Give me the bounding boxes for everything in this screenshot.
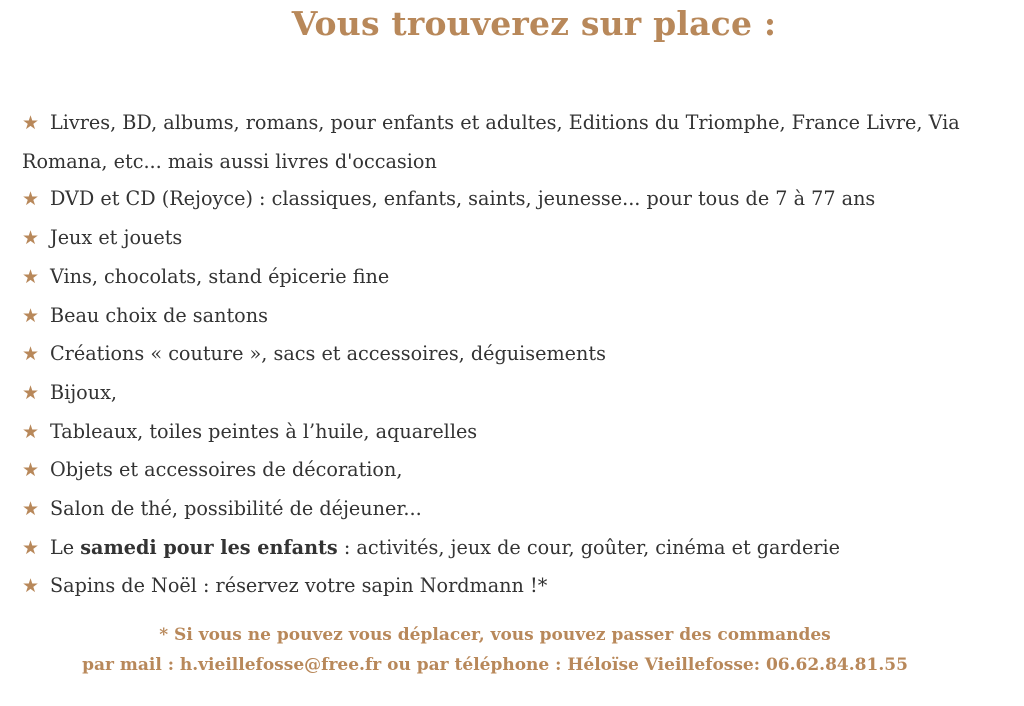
list-item-text: Créations « couture », sacs et accessoires, déguisements [50, 342, 606, 366]
star-icon: ★ [22, 498, 40, 521]
footer-note: * Si vous ne pouvez vous déplacer, vous pouvez passer des commandes [159, 625, 831, 645]
list-item-suffix: : activités, jeux de cour, goûter, cinéma et garderie [337, 535, 840, 559]
list-item-prefix: Le [50, 535, 81, 559]
star-icon: ★ [22, 265, 40, 288]
list-item [22, 104, 1017, 180]
list-item [22, 451, 1017, 490]
offer-list [22, 104, 1017, 606]
star-icon: ★ [22, 459, 40, 482]
list-item [22, 529, 1017, 568]
star-icon: ★ [22, 420, 40, 443]
list-item-text: Objets et accessoires de décoration, [50, 458, 403, 482]
list-item-text: Bijoux, [50, 380, 118, 404]
star-icon: ★ [22, 227, 40, 250]
list-item-text: Vins, chocolats, stand épicerie fine [50, 264, 390, 288]
list-item [22, 413, 1017, 452]
list-item-bold: samedi pour les enfants [80, 535, 338, 559]
list-item-text: Sapins de Noël : réservez votre sapin Nordmann !* [50, 574, 548, 598]
contact-footer [0, 620, 990, 680]
footer-contact: par mail : h.vieillefosse@free.fr ou par téléphone : Héloïse Vieillefosse: 06.62.84.81.55 [82, 655, 908, 675]
list-item-text: Beau choix de santons [50, 303, 268, 327]
list-item [22, 258, 1017, 297]
list-item-text: Livres, BD, albums, romans, pour enfants et adultes, Editions du Triomphe, France Livre, Via Romana, etc... mais aussi livres d'occasion [22, 111, 960, 173]
list-item-text: Salon de thé, possibilité de déjeuner... [50, 497, 422, 521]
list-item-text: DVD et CD (Rejoyce) : classiques, enfants, saints, jeunesse... pour tous de 7 à 77 ans [50, 187, 876, 211]
list-item-text: Tableaux, toiles peintes à l’huile, aquarelles [50, 419, 478, 443]
list-item [22, 219, 1017, 258]
star-icon: ★ [22, 304, 40, 327]
star-icon: ★ [22, 188, 40, 211]
page-title: Vous trouverez sur place : [291, 4, 777, 43]
list-item [22, 567, 1017, 606]
list-item [22, 297, 1017, 336]
star-icon: ★ [22, 381, 40, 404]
list-item [22, 180, 1017, 219]
star-icon: ★ [22, 575, 40, 598]
list-item-text: Jeux et jouets [50, 226, 183, 250]
star-icon: ★ [22, 112, 40, 134]
star-icon: ★ [22, 343, 40, 366]
star-icon: ★ [22, 536, 40, 559]
list-item [22, 490, 1017, 529]
list-item [22, 374, 1017, 413]
list-item [22, 335, 1017, 374]
